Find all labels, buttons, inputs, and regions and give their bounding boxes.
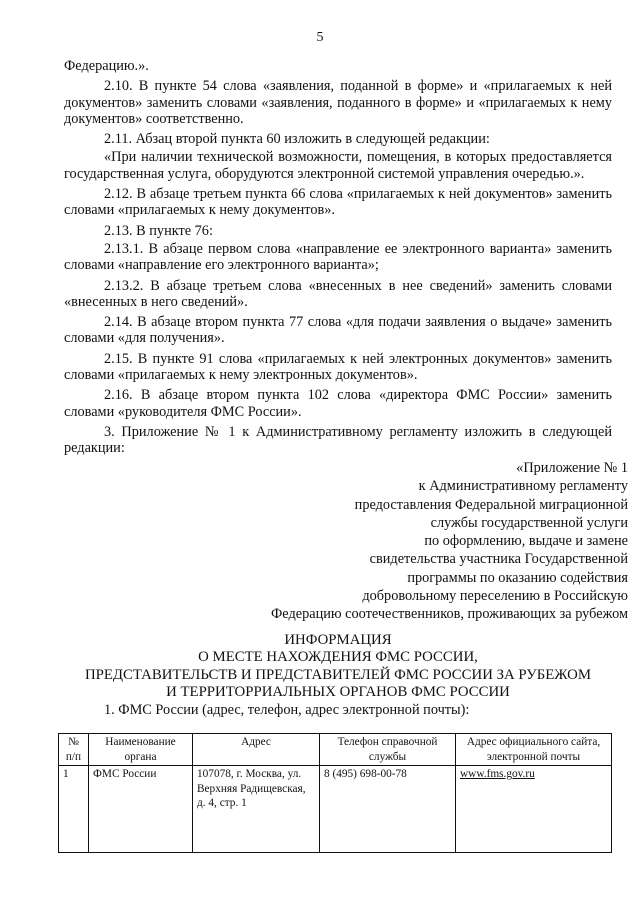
appendix-reference: [208, 459, 628, 624]
paragraph: 2.16. В абзаце втором пункта 102 слова «директора ФМС России» заменить словами «руководителя ФМС России».: [64, 387, 612, 420]
appendix-line: к Административному регламенту: [418, 478, 628, 495]
appendix-line: добровольному переселению в Российскую: [362, 588, 628, 605]
fms-info-table: [58, 733, 612, 853]
paragraph: 3. Приложение № 1 к Административному регламенту изложить в следующей редакции:: [64, 423, 612, 457]
table-row: [59, 766, 612, 853]
section-heading: [64, 632, 612, 701]
cell-organ-name: ФМС России: [89, 766, 193, 853]
paragraph: 2.13.2. В абзаце третьем слова «внесенных в нее сведений» заменить словами «внесенных в него сведений».: [64, 277, 612, 310]
appendix-line: Федерацию соотечественников, проживающих за рубежом: [271, 606, 628, 623]
paragraph: Федерацию.».: [64, 58, 149, 74]
paragraph: 2.11. Абзац второй пункта 60 изложить в следующей редакции:: [104, 131, 490, 148]
website-link[interactable]: www.fms.gov.ru: [456, 766, 612, 853]
header-number: № п/п: [59, 734, 89, 766]
paragraph: 2.13.1. В абзаце первом слова «направление ее электронного варианта» заменить словами «направление его электронного варианта»;: [64, 240, 612, 274]
heading-line: И ТЕРРИТОРРИАЛЬНЫХ ОРГАНОВ ФМС РОССИИ: [166, 683, 510, 700]
appendix-line: программы по оказанию содействия: [407, 569, 628, 586]
body-text: [64, 58, 612, 461]
page-number: 5: [316, 30, 324, 45]
lead-text: 1. ФМС России (адрес, телефон, адрес электронной почты):: [104, 702, 470, 718]
table-header-row: [59, 734, 612, 766]
appendix-line: свидетельства участника Государственной: [369, 551, 628, 568]
heading-line: ПРЕДСТАВИТЕЛЬСТВ И ПРЕДСТАВИТЕЛЕЙ ФМС РОССИИ ЗА РУБЕЖОМ: [84, 666, 592, 683]
header-address: Адрес: [193, 734, 320, 766]
header-phone: Телефон справочной службы: [320, 734, 456, 766]
paragraph: 2.10. В пункте 54 слова «заявления, поданной в форме» и «прилагаемых к ней документов» заменить словами «заявления, поданного в форме» и «прилагаемых к нему документов» соответственно.: [64, 78, 612, 127]
cell-phone: 8 (495) 698-00-78: [320, 766, 456, 853]
appendix-line: по оформлению, выдаче и замене: [424, 533, 628, 550]
appendix-line: предоставления Федеральной миграционной: [354, 496, 628, 513]
paragraph: 2.15. В пункте 91 слова «прилагаемых к ней электронных документов» заменить словами «прилагаемых к нему электронных документов».: [64, 350, 612, 384]
paragraph: «При наличии технической возможности, помещения, в которых предоставляется государственная услуга, оборудуются электронной системой управления очередью.».: [64, 149, 612, 182]
cell-address: 107078, г. Москва, ул. Верхняя Радищевская, д. 4, стр. 1: [193, 766, 320, 853]
appendix-line: службы государственной услуги: [430, 514, 628, 531]
appendix-line: «Приложение № 1: [516, 460, 628, 476]
cell-number: 1: [59, 766, 89, 853]
paragraph: 2.14. В абзаце втором пункта 77 слова «для подачи заявления о выдаче» заменить словами «для получения».: [64, 314, 612, 347]
header-website: Адрес официального сайта, электронной почты: [456, 734, 612, 766]
header-organ-name: Наименование органа: [89, 734, 193, 766]
paragraph: 2.13. В пункте 76:: [104, 222, 213, 239]
paragraph: 2.12. В абзаце третьем пункта 66 слова «прилагаемых к ней документов» заменить словами «прилагаемых к нему документов».: [64, 186, 612, 219]
heading-line: О МЕСТЕ НАХОЖДЕНИЯ ФМС РОССИИ,: [198, 649, 478, 666]
heading-line: ИНФОРМАЦИЯ: [284, 632, 392, 648]
